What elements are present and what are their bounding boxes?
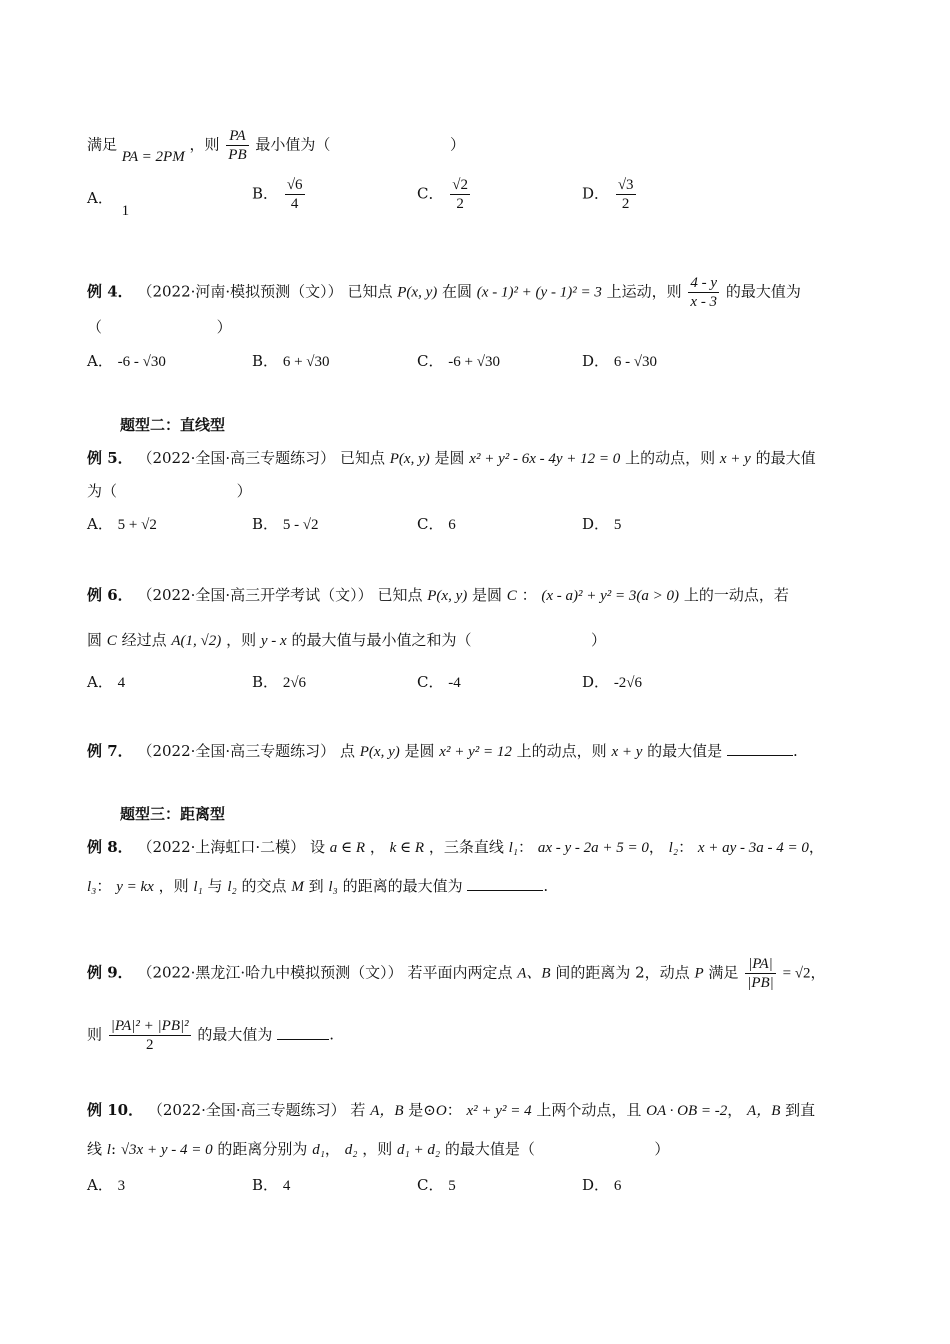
- circle-equation: x² + y² = 4: [466, 1103, 532, 1119]
- stem-text: ，: [324, 1140, 340, 1158]
- line-l1: l₁: [508, 840, 519, 856]
- stem-text: 是⊙: [408, 1101, 436, 1119]
- answer-blank[interactable]: [727, 755, 793, 756]
- circle-equation: x² + y² = 12: [439, 744, 512, 760]
- option-label: A．: [87, 352, 113, 370]
- target-expression: y - x: [260, 633, 287, 649]
- point-a: A(1, √2): [171, 633, 222, 649]
- option-b[interactable]: [252, 671, 306, 694]
- circle-equation: (x - a)² + y² = 3(a > 0): [541, 588, 680, 604]
- line-l1: l₁: [193, 879, 203, 895]
- paren-close: ）: [591, 631, 607, 649]
- target-expression: x + y: [719, 451, 751, 467]
- circle-equation: (x - 1)² + (y - 1)² = 3: [476, 284, 602, 301]
- example-tag: 例 9．: [87, 963, 133, 982]
- option-label: A．: [87, 1176, 113, 1194]
- option-d[interactable]: [582, 671, 642, 694]
- option-value: 5: [448, 1178, 456, 1194]
- option-value: 4: [117, 675, 126, 691]
- option-d[interactable]: [582, 513, 621, 536]
- fraction-numerator: |PA|² + |PB|²: [110, 1018, 189, 1034]
- example-source: （2022·上海虹口·二模）: [137, 838, 306, 856]
- option-c[interactable]: [417, 1174, 456, 1197]
- option-label: C．: [417, 1176, 444, 1194]
- stem-text: ，则: [362, 1140, 393, 1158]
- option-label: B．: [252, 352, 279, 370]
- example-tag: 例 10．: [87, 1101, 144, 1119]
- target-expression: x + y: [611, 744, 643, 760]
- ratio-value: = √2: [782, 965, 811, 982]
- example-source: （2022·全国·高三专题练习）: [137, 449, 336, 467]
- stem-text: ，: [648, 838, 664, 856]
- paren-open: （: [87, 318, 103, 336]
- stem-text: 的距离的最大值为: [342, 877, 463, 895]
- example-tag: 例 5．: [87, 449, 133, 467]
- example-tag: 例 6．: [87, 586, 133, 604]
- example-tag: 例 7．: [87, 742, 133, 760]
- stem-text: 满足: [708, 963, 739, 982]
- option-a[interactable]: [87, 350, 166, 373]
- example-source: （2022·黑龙江·哈九中模拟预测（文））: [137, 963, 403, 982]
- stem-text: 经过点: [121, 631, 167, 649]
- stem-text: ，: [369, 838, 385, 856]
- example-5-paren: [87, 480, 252, 502]
- fraction-denominator: 2: [621, 196, 630, 212]
- option-label: A．: [87, 673, 113, 691]
- stem-text: ：: [521, 586, 537, 604]
- example-source: （2022·全国·高三专题练习）: [147, 1101, 346, 1119]
- stem-text: 的最大值为: [725, 282, 801, 301]
- option-value: 6: [448, 517, 456, 533]
- example-4-paren: [87, 316, 232, 338]
- line-l3: l₃: [87, 879, 97, 895]
- example-10-stem-2: 线 l: √3x + y - 4 = 0 的距离分别为 d₁， d₂ ，则 d₁ + d₂ 的最大值是（ ）: [87, 1140, 670, 1158]
- option-label: C．: [417, 673, 444, 691]
- circle-o: O: [435, 1103, 447, 1119]
- option-label: B．: [252, 515, 279, 533]
- stem-text: 是圆: [404, 742, 435, 760]
- option-label: B．: [252, 184, 279, 203]
- stem-text: 已知点: [377, 586, 423, 604]
- fraction-denominator: x - 3: [690, 294, 718, 310]
- point-p: P: [694, 965, 704, 982]
- stem-text: 的最大值是: [647, 742, 723, 760]
- option-c[interactable]: [417, 176, 472, 213]
- option-c[interactable]: [417, 513, 456, 536]
- example-4-stem: [87, 274, 801, 311]
- stem-text: ，: [808, 838, 824, 856]
- example-8-stem: [87, 836, 824, 859]
- line-equation: √3x + y - 4 = 0: [120, 1142, 213, 1158]
- example-9-stem-2: [87, 1017, 334, 1054]
- stem-text: 点: [339, 742, 355, 760]
- section-heading-line-type: 题型二：直线型: [120, 416, 226, 434]
- stem-text: 的距离分别为: [217, 1140, 308, 1158]
- option-value: -6 - √30: [117, 354, 166, 370]
- option-value: 6 + √30: [282, 354, 330, 370]
- points-ab: A，B: [370, 1103, 404, 1119]
- stem-text: ：: [446, 1101, 462, 1119]
- option-b[interactable]: [252, 350, 330, 373]
- option-d[interactable]: [582, 350, 657, 373]
- stem-text: ：: [96, 877, 112, 895]
- q-prev-fraction: [226, 127, 248, 164]
- option-label: D．: [582, 352, 610, 370]
- stem-text: ：: [678, 838, 694, 856]
- line-l2: l₂: [668, 840, 679, 856]
- option-label: C．: [417, 515, 444, 533]
- option-value: -4: [448, 675, 461, 691]
- answer-blank[interactable]: [467, 890, 543, 891]
- distance-d2: d₂: [344, 1142, 358, 1158]
- dot-product: OA · OB = -2: [646, 1103, 728, 1119]
- circle-equation: x² + y² - 6x - 4y + 12 = 0: [469, 451, 621, 467]
- option-label: C．: [417, 352, 444, 370]
- stem-text: 上两个动点，且: [536, 1101, 642, 1119]
- option-fraction: [616, 176, 636, 213]
- option-value: 5: [613, 517, 622, 533]
- option-label: A．: [87, 189, 113, 207]
- stem-text: 是圆: [472, 586, 503, 604]
- option-value: 4: [282, 1178, 291, 1194]
- stem-text: 若平面内两定点: [407, 963, 513, 982]
- example-source: （2022·全国·高三开学考试（文））: [137, 586, 373, 604]
- stem-text: 的最大值: [755, 449, 816, 467]
- fraction-denominator: 2: [456, 196, 464, 212]
- q-prev-suffix: 最小值为（: [255, 135, 331, 154]
- fraction-numerator: PA: [226, 127, 248, 146]
- stem-text: 上运动，则: [606, 282, 682, 301]
- example-tag: 例 4．: [87, 282, 133, 301]
- stem-text: 在圆: [442, 282, 473, 301]
- option-value: 2√6: [282, 675, 307, 691]
- equation-l2: x + ay - 3a - 4 = 0: [697, 840, 809, 856]
- example-7-stem: [87, 740, 798, 763]
- stem-text: ，则: [226, 631, 257, 649]
- fraction-numerator: √3: [617, 177, 634, 193]
- point-p: P(x, y): [397, 284, 438, 301]
- q-prev-mid: ，则: [189, 135, 220, 154]
- stem-text: 上的动点，则: [625, 449, 716, 467]
- option-label: D．: [582, 673, 610, 691]
- fraction-numerator: √6: [286, 177, 303, 193]
- option-label: D．: [582, 184, 610, 203]
- points-ab: A，B: [747, 1103, 781, 1119]
- stem-text: 与: [207, 877, 223, 895]
- stem-text: 的最大值为: [197, 1025, 273, 1044]
- option-b[interactable]: [252, 513, 319, 536]
- option-d[interactable]: [582, 176, 638, 213]
- stem-text: 若: [350, 1101, 366, 1119]
- option-value: 6: [613, 1178, 622, 1194]
- stem-text: 间的距离为 2，动点: [555, 963, 690, 982]
- ratio-fraction: [745, 955, 776, 992]
- q-prev-stem: [87, 127, 465, 164]
- stem-text: 到: [308, 877, 324, 895]
- fraction-numerator: √2: [452, 177, 468, 193]
- stem-text: 已知点: [347, 282, 393, 301]
- option-value: -2√6: [613, 675, 643, 691]
- paren-close: ）: [236, 482, 252, 500]
- example-6-stem-2: [87, 629, 606, 652]
- stem-text: 圆: [87, 631, 103, 649]
- stem-text: .: [792, 742, 798, 760]
- option-value: 1: [121, 203, 130, 219]
- option-c[interactable]: [417, 350, 500, 373]
- q-prev-close-paren: ）: [449, 135, 465, 154]
- paren-close: ）: [654, 1140, 670, 1158]
- line-l3: l₃: [328, 879, 338, 895]
- point-p: P(x, y): [427, 588, 468, 604]
- fraction-numerator: |PA|: [745, 955, 776, 974]
- example-6-stem: [87, 584, 789, 607]
- point-m: M: [291, 879, 304, 895]
- example-source: （2022·河南·模拟预测（文））: [137, 282, 343, 301]
- stem-text: .: [543, 877, 549, 895]
- stem-text: 则: [87, 1025, 103, 1044]
- stem-text: 的交点: [241, 877, 287, 895]
- points-ab: A、B: [517, 965, 551, 982]
- example-9-stem: [87, 955, 826, 992]
- stem-text: 的最大值与最小值之和为（: [291, 631, 472, 649]
- example-10-stem: [87, 1099, 815, 1122]
- stem-text: 为（: [87, 482, 118, 500]
- fraction-denominator: PB: [228, 147, 247, 163]
- stem-text: 的最大值是（: [444, 1140, 535, 1158]
- option-b[interactable]: [252, 176, 307, 213]
- option-a[interactable]: [87, 513, 157, 536]
- target-fraction: [688, 274, 719, 311]
- line-l: l: [106, 1142, 111, 1158]
- fraction-numerator: 4 - y: [690, 275, 718, 291]
- fraction-denominator: 4: [290, 196, 299, 212]
- option-fraction: [450, 176, 470, 213]
- fraction-denominator: 2: [145, 1037, 154, 1053]
- equation-l3: y = kx: [116, 879, 154, 895]
- stem-text: 线: [87, 1140, 103, 1158]
- q-prev-condition: PA = 2PM: [121, 148, 185, 165]
- option-b[interactable]: [252, 1174, 290, 1197]
- stem-text: ，三条直线: [428, 838, 504, 856]
- option-label: D．: [582, 1176, 610, 1194]
- fraction-denominator: |PB|: [747, 975, 774, 991]
- option-value: 5 + √2: [117, 517, 157, 533]
- equation-l1: ax - y - 2a + 5 = 0: [537, 840, 649, 856]
- circle-name: C: [506, 588, 517, 604]
- option-label: D．: [582, 515, 610, 533]
- option-label: A．: [87, 515, 113, 533]
- option-label: B．: [252, 1176, 279, 1194]
- answer-blank[interactable]: [277, 1039, 329, 1040]
- option-a[interactable]: [87, 1174, 125, 1197]
- option-value: 6 - √30: [613, 354, 658, 370]
- circle-name: C: [106, 633, 117, 649]
- distance-sum: d₁ + d₂: [397, 1142, 441, 1158]
- point-p: P(x, y): [359, 744, 400, 760]
- option-a[interactable]: [87, 187, 130, 219]
- stem-text: 上的动点，则: [516, 742, 607, 760]
- q-prev-prefix: 满足: [87, 135, 118, 154]
- condition-a: a ∈ R: [329, 840, 366, 856]
- stem-text: ：: [518, 838, 534, 856]
- section-heading-distance-type: 题型三：距离型: [120, 805, 226, 823]
- option-label: C．: [417, 184, 444, 203]
- option-value: 5 - √2: [282, 517, 319, 533]
- target-fraction: [109, 1017, 191, 1054]
- option-a[interactable]: [87, 671, 125, 694]
- example-source: （2022·全国·高三专题练习）: [137, 742, 336, 760]
- option-value: -6 + √30: [448, 354, 500, 370]
- distance-d1: d₁: [312, 1142, 325, 1158]
- option-value: 3: [117, 1178, 126, 1194]
- condition-k: k ∈ R: [389, 840, 425, 856]
- example-5-stem: [87, 447, 816, 470]
- stem-text: 上的一动点，若: [683, 586, 789, 604]
- paren-close: ）: [216, 318, 232, 336]
- stem-text: 设: [309, 838, 325, 856]
- stem-text: ，: [810, 963, 826, 982]
- point-p: P(x, y): [389, 451, 430, 467]
- stem-text: ，则: [158, 877, 189, 895]
- option-fraction: [285, 176, 305, 213]
- example-8-stem-2: [87, 875, 548, 898]
- example-tag: 例 8．: [87, 838, 133, 856]
- stem-text: 已知点: [339, 449, 385, 467]
- stem-text: ，: [727, 1101, 743, 1119]
- line-l2: l₂: [227, 879, 237, 895]
- stem-text: 到直: [785, 1101, 816, 1119]
- option-d[interactable]: [582, 1174, 621, 1197]
- stem-text: .: [329, 1025, 334, 1044]
- option-label: B．: [252, 673, 279, 691]
- stem-text: 是圆: [434, 449, 465, 467]
- option-c[interactable]: [417, 671, 461, 694]
